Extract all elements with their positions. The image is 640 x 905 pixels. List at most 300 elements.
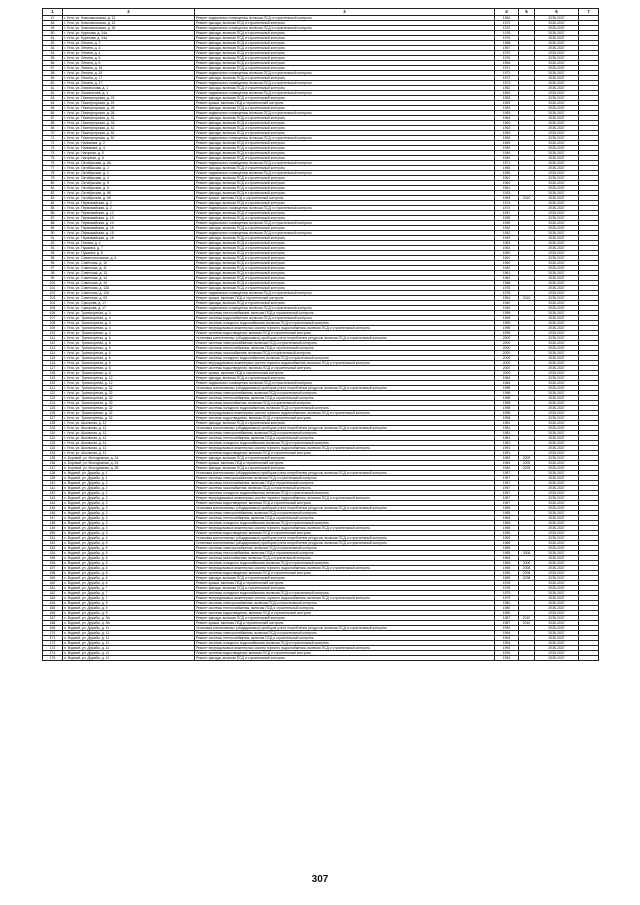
address-cell: г. Ухта, ул. Октябрьская, д. 6б — [63, 191, 195, 196]
year-built-cell: 1953 — [495, 101, 519, 106]
planned-period-cell: 2035-2037 — [535, 201, 579, 206]
year-built-cell: 1965 — [495, 551, 519, 556]
address-cell: п. Водный, ул. Дружбы, д. 2 — [63, 501, 195, 506]
planned-period-cell: 2035-2037 — [535, 306, 579, 311]
planned-period-cell: 2035-2037 — [535, 261, 579, 266]
row-number-cell: 81 — [43, 186, 63, 191]
planned-period-cell: 2035-2037 — [535, 381, 579, 386]
work-description-cell: Ремонт системы электроснабжения, включая ПСД и строительный контроль — [195, 391, 495, 396]
work-description-cell: Ремонт фасада, включая ПСД и строительный контроль — [195, 116, 495, 121]
work-description-cell: Ремонт системы электроснабжения, включая ПСД и строительный контроль — [195, 431, 495, 436]
year-built-cell: 1964 — [495, 116, 519, 121]
year-built-cell: 1954 — [495, 61, 519, 66]
row-number-cell: 121 — [43, 386, 63, 391]
address-cell: г. Ухта, ул. Советская, д. 93 — [63, 296, 195, 301]
planned-period-cell: 2035-2037 — [535, 101, 579, 106]
planned-period-cell: 2035-2037 — [535, 601, 579, 606]
planned-period-cell: 2035-2037 — [535, 126, 579, 131]
planned-period-cell: 2035-2037 — [535, 566, 579, 571]
year-built-cell: 1952 — [495, 226, 519, 231]
planned-period-cell: 2035-2037 — [535, 76, 579, 81]
address-cell: г. Ухта, ул. Школьная, д. 12 — [63, 451, 195, 456]
planned-period-cell: 2035-2037 — [535, 131, 579, 136]
work-description-cell: Ремонт фасада, включая ПСД и строительный контроль — [195, 586, 495, 591]
planned-period-cell: 2035-2037 — [535, 216, 579, 221]
address-cell: г. Ухта, ул. Школьная, д. 12 — [63, 421, 195, 426]
year-built-cell: 1991 — [495, 451, 519, 456]
planned-period-cell: 2035-2037 — [535, 446, 579, 451]
planned-period-cell: 2035-2037 — [535, 481, 579, 486]
address-cell: г. Ухта, ул. Транспортная, д. 6 — [63, 346, 195, 351]
work-description-cell: Ремонт системы теплоснабжения, включая ПСД и строительный контроль — [195, 311, 495, 316]
year-built-cell: 1965 — [495, 526, 519, 531]
work-description-cell: Ремонт фасада, включая ПСД и строительный контроль — [195, 236, 495, 241]
year-built-cell: 1972 — [495, 81, 519, 86]
row-number-cell: 57 — [43, 66, 63, 71]
last-repair-year-cell: 2008 — [519, 566, 535, 571]
year-built-cell: 1939 — [495, 216, 519, 221]
address-cell: г. Ухта, ул. Первомайская, д. 16 — [63, 236, 195, 241]
year-built-cell: 1979 — [495, 596, 519, 601]
row-number-cell: 100 — [43, 281, 63, 286]
row-number-cell: 61 — [43, 86, 63, 91]
year-built-cell: 2000 — [495, 341, 519, 346]
year-built-cell: 1974 — [495, 201, 519, 206]
address-cell: п. Водный, ул. Дружбы, д. 11 — [63, 656, 195, 661]
row-number-cell: 51 — [43, 36, 63, 41]
work-description-cell: Ремонт фасада, включая ПСД и строительный контроль — [195, 126, 495, 131]
planned-period-cell: 2035-2037 — [535, 36, 579, 41]
year-built-cell: 1979 — [495, 591, 519, 596]
row-number-cell: 166 — [43, 611, 63, 616]
row-number-cell: 99 — [43, 276, 63, 281]
address-cell: г. Ухта, ул. Транспортная, д. 4 — [63, 316, 195, 321]
work-description-cell: Ремонт системы электроснабжения, включая ПСД и строительный контроль — [195, 601, 495, 606]
year-built-cell: 1953 — [495, 196, 519, 201]
work-description-cell: Ремонт фасада, включая ПСД и строительный контроль — [195, 191, 495, 196]
year-built-cell: 1965 — [495, 556, 519, 561]
address-cell: г. Ухта, ул. Октябрьская, д. 4 — [63, 176, 195, 181]
planned-period-cell: 2035-2037 — [535, 311, 579, 316]
work-description-cell: Ремонт подвального помещения, включая ПСД и строительный контроль — [195, 306, 495, 311]
work-description-cell: Ремонт фасада, включая ПСД и строительный контроль — [195, 66, 495, 71]
address-cell: п. Водный, ул. Дружбы, д. 5 — [63, 551, 195, 556]
row-number-cell: 173 — [43, 646, 63, 651]
year-built-cell: 1949 — [495, 236, 519, 241]
row-number-cell: 90 — [43, 231, 63, 236]
work-description-cell: Ремонт системы водоотведения, включая ПСД и строительный контроль — [195, 331, 495, 336]
row-number-cell: 64 — [43, 101, 63, 106]
planned-period-cell: 2035-2037 — [535, 31, 579, 36]
year-built-cell: 1995 — [495, 326, 519, 331]
address-cell: г. Ухта, ул. Школьная, д. 12 — [63, 441, 195, 446]
planned-period-cell: 2035-2037 — [535, 236, 579, 241]
row-number-cell: 149 — [43, 526, 63, 531]
address-cell: г. Ухта, ул. Советская, д. 11 — [63, 266, 195, 271]
year-built-cell: 1957 — [495, 491, 519, 496]
year-built-cell: 1953 — [495, 126, 519, 131]
row-number-cell: 129 — [43, 426, 63, 431]
year-built-cell: 1960 — [495, 121, 519, 126]
address-cell: г. Ухта, ул. Октябрьская, д. 8А — [63, 161, 195, 166]
work-description-cell: Ремонт крыши, включая ПСД и строительный контроль — [195, 461, 495, 466]
address-cell: г. Ухта, ул. Ломоносова, д. 1 — [63, 91, 195, 96]
row-number-cell: 72 — [43, 141, 63, 146]
row-number-cell: 152 — [43, 541, 63, 546]
year-built-cell: 1978 — [495, 291, 519, 296]
work-description-cell: Ремонт фасада, включая ПСД и строительный контроль — [195, 246, 495, 251]
row-number-cell: 164 — [43, 601, 63, 606]
planned-period-cell: 2035-2037 — [535, 496, 579, 501]
row-number-cell: 146 — [43, 511, 63, 516]
year-built-cell: 1978 — [495, 581, 519, 586]
last-repair-year-cell: 2008 — [519, 561, 535, 566]
row-number-cell: 175 — [43, 656, 63, 661]
year-built-cell: 1965 — [495, 531, 519, 536]
year-built-cell: 1933 — [495, 191, 519, 196]
planned-period-cell: 2035-2037 — [535, 171, 579, 176]
work-description-cell: Ремонт системы электроснабжения, включая ПСД и строительный контроль — [195, 546, 495, 551]
address-cell: г. Ухта, ул. Нагорная, д. 6 — [63, 156, 195, 161]
work-description-cell: Ремонт фасада, включая ПСД и строительный контроль — [195, 56, 495, 61]
year-built-cell: 1960 — [495, 251, 519, 256]
work-description-cell: Ремонт системы газоснабжения, включая ПСД и строительный контроль — [195, 401, 495, 406]
row-number-cell: 114 — [43, 351, 63, 356]
work-description-cell: Ремонт системы теплоснабжения, включая ПСД и строительный контроль — [195, 346, 495, 351]
work-description-cell: Ремонт внутридомовых инженерных систем горячего водоснабжения, включая ПСД и строительный контроль — [195, 496, 495, 501]
work-description-cell: Ремонт фасада, включая ПСД и строительный контроль — [195, 226, 495, 231]
year-built-cell: 1994 — [495, 656, 519, 661]
row-number-cell: 163 — [43, 596, 63, 601]
year-built-cell: 2000 — [495, 351, 519, 356]
address-cell: п. Водный, ул. Дружбы, д. 7 — [63, 591, 195, 596]
row-number-cell: 48 — [43, 21, 63, 26]
year-built-cell: 1998 — [495, 416, 519, 421]
year-built-cell: 1965 — [495, 506, 519, 511]
address-cell: г. Ухта, ул. Транспортная, д. 32 — [63, 416, 195, 421]
address-cell: г. Ухта, ул. Транспортная, д. 4 — [63, 311, 195, 316]
planned-period-cell: 2035-2037 — [535, 366, 579, 371]
work-description-cell: Ремонт подвального помещения, включая ПСД и строительный контроль — [195, 291, 495, 296]
address-cell: г. Ухта, ул. Куратова, д. 24а — [63, 36, 195, 41]
work-description-cell: Ремонт подвального помещения, включая ПСД и строительный контроль — [195, 91, 495, 96]
work-description-cell: Ремонт внутридомовых инженерных систем горячего водоснабжения, включая ПСД и строительный контроль — [195, 446, 495, 451]
planned-period-cell: 2035-2037 — [535, 281, 579, 286]
row-number-cell: 168 — [43, 621, 63, 626]
planned-period-cell: 2035-2037 — [535, 301, 579, 306]
year-built-cell: 1987 — [495, 621, 519, 626]
planned-period-cell: 2035-2037 — [535, 111, 579, 116]
row-number-cell: 153 — [43, 546, 63, 551]
last-repair-year-cell — [519, 656, 535, 661]
header-cell: 7 — [579, 9, 599, 16]
work-description-cell: Ремонт подвального помещения, включая ПСД и строительный контроль — [195, 81, 495, 86]
planned-period-cell: 2035-2037 — [535, 286, 579, 291]
address-cell: г. Ухта, ул. Транспортная, д. 32 — [63, 391, 195, 396]
work-description-cell: Ремонт системы теплоснабжения, включая ПСД и строительный контроль — [195, 636, 495, 641]
address-cell: г. Ухта, ул. Школьная, д. 12 — [63, 446, 195, 451]
row-number-cell: 85 — [43, 206, 63, 211]
address-cell: п. Водный, ул. Дружбы, д. 11 — [63, 646, 195, 651]
work-description-cell: Ремонт фасада, включая ПСД и строительный контроль — [195, 241, 495, 246]
address-cell: г. Ухта, ул. Транспортная, д. 6 — [63, 361, 195, 366]
year-built-cell: 1980 — [495, 606, 519, 611]
row-number-cell: 132 — [43, 441, 63, 446]
year-built-cell: 1949 — [495, 146, 519, 151]
row-number-cell: 141 — [43, 486, 63, 491]
address-cell: г. Ухта, ул. Первомайская, д. 13 — [63, 216, 195, 221]
planned-period-cell: 2035-2037 — [535, 331, 579, 336]
planned-period-cell: 2035-2037 — [535, 536, 579, 541]
row-number-cell: 105 — [43, 306, 63, 311]
work-description-cell: Ремонт системы электроснабжения, включая ПСД и строительный контроль — [195, 476, 495, 481]
row-number-cell: 77 — [43, 166, 63, 171]
address-cell: г. Ухта, ул. Ленина, д. 4 — [63, 51, 195, 56]
planned-period-cell: 2035-2037 — [535, 256, 579, 261]
address-cell: г. Ухта, ул. Пушкина, д. 7 — [63, 246, 195, 251]
work-description-cell: Ремонт системы теплоснабжения, включая ПСД и строительный контроль — [195, 396, 495, 401]
year-built-cell: 1962 — [495, 91, 519, 96]
address-cell: г. Ухта, ул. Советская, д. 12А — [63, 286, 195, 291]
address-cell: п. Водный, ул. Дружбы, д. 2 — [63, 481, 195, 486]
planned-period-cell: 2035-2037 — [535, 576, 579, 581]
year-built-cell: 1994 — [495, 651, 519, 656]
work-description-cell: Ремонт фасада, включая ПСД и строительный контроль — [195, 156, 495, 161]
address-cell: г. Ухта, ул. Пионергорская, д. 24 — [63, 101, 195, 106]
work-description-cell: Ремонт фасада, включая ПСД и строительный контроль — [195, 286, 495, 291]
work-description-cell: Ремонт системы водоснабжения, включая ПСД и строительный контроль — [195, 316, 495, 321]
row-number-cell: 154 — [43, 551, 63, 556]
work-description-cell: Ремонт системы холодного водоснабжения, включая ПСД и строительный контроль — [195, 356, 495, 361]
row-number-cell: 65 — [43, 106, 63, 111]
row-number-cell: 55 — [43, 56, 63, 61]
last-repair-year-cell: 2009 — [519, 466, 535, 471]
year-built-cell: 1991 — [495, 446, 519, 451]
row-number-cell: 53 — [43, 46, 63, 51]
address-cell: г. Ухта, ул. Транспортная, д. 4 — [63, 326, 195, 331]
planned-period-cell: 2035-2037 — [535, 651, 579, 656]
work-description-cell: Установка коллективных (общедомовых) приборов учета потребления ресурсов, включая ПСД и строительный контроль — [195, 471, 495, 476]
work-description-cell: Ремонт фасада, включая ПСД и строительный контроль — [195, 96, 495, 101]
planned-period-cell: 2035-2037 — [535, 621, 579, 626]
address-cell: п. Водный, ул. Дружбы, д. 2 — [63, 491, 195, 496]
planned-period-cell: 2035-2037 — [535, 141, 579, 146]
planned-period-cell: 2035-2037 — [535, 411, 579, 416]
year-built-cell: 1972 — [495, 21, 519, 26]
row-number-cell: 171 — [43, 636, 63, 641]
row-number-cell: 73 — [43, 146, 63, 151]
address-cell: г. Ухта, ул. Транспортная, д. 12 — [63, 376, 195, 381]
work-description-cell: Ремонт фасада, включая ПСД и строительный контроль — [195, 201, 495, 206]
work-description-cell: Ремонт крыши, включая ПСД и строительный контроль — [195, 101, 495, 106]
year-built-cell: 1949 — [495, 151, 519, 156]
planned-period-cell: 2035-2037 — [535, 656, 579, 661]
row-number-cell: 49 — [43, 26, 63, 31]
header-cell: 5 — [519, 9, 535, 16]
row-number-cell: 109 — [43, 326, 63, 331]
row-number-cell: 174 — [43, 651, 63, 656]
year-built-cell: 1971 — [495, 66, 519, 71]
work-description-cell: Ремонт внутридомовых инженерных систем горячего водоснабжения, включая ПСД и строительный контроль — [195, 566, 495, 571]
row-number-cell: 52 — [43, 41, 63, 46]
year-built-cell: 1984 — [495, 376, 519, 381]
address-cell: г. Ухта, ул. Ломоносова, д. 1 — [63, 86, 195, 91]
row-number-cell: 91 — [43, 236, 63, 241]
last-repair-year-cell: 2010 — [519, 616, 535, 621]
planned-period-cell: 2035-2037 — [535, 491, 579, 496]
year-built-cell: 1964 — [495, 246, 519, 251]
address-cell: г. Ухта, ул. Комсомольская, д. 12 — [63, 21, 195, 26]
row-number-cell: 123 — [43, 396, 63, 401]
year-built-cell: 2000 — [495, 336, 519, 341]
row-number-cell: 106 — [43, 311, 63, 316]
planned-period-cell: 2035-2037 — [535, 591, 579, 596]
work-description-cell: Ремонт крыши, включая ПСД и строительный контроль — [195, 296, 495, 301]
row-number-cell: 80 — [43, 181, 63, 186]
address-cell: г. Ухта, ул. Октябрьская, д. 5 — [63, 181, 195, 186]
year-built-cell: 1953 — [495, 136, 519, 141]
address-cell: п. Водный, ул. Дружбы, д. 3 — [63, 521, 195, 526]
row-number-cell: 120 — [43, 381, 63, 386]
row-number-cell: 93 — [43, 246, 63, 251]
planned-period-cell: 2035-2037 — [535, 91, 579, 96]
row-number-cell: 107 — [43, 316, 63, 321]
row-number-cell: 102 — [43, 291, 63, 296]
work-description-cell: Ремонт системы холодного водоснабжения, включая ПСД и строительный контроль — [195, 321, 495, 326]
address-cell: г. Ухта, ул. Транспортная, д. 32 — [63, 411, 195, 416]
planned-period-cell: 2035-2037 — [535, 571, 579, 576]
address-cell: г. Ухта, ул. Первомайская, д. 12 — [63, 211, 195, 216]
address-cell: п. Водный, ул. Дружбы, д. 5 — [63, 556, 195, 561]
address-cell: г. Ухта, ул. Суворова, д. 17 — [63, 301, 195, 306]
year-built-cell: 1967 — [495, 46, 519, 51]
work-description-cell: Ремонт фасада, включая ПСД и строительный контроль — [195, 211, 495, 216]
planned-period-cell: 2035-2037 — [535, 546, 579, 551]
year-built-cell: 1957 — [495, 471, 519, 476]
year-built-cell: 2000 — [495, 356, 519, 361]
work-description-cell: Ремонт фасада, включая ПСД и строительный контроль — [195, 76, 495, 81]
address-cell: г. Ухта, ул. Севастопольская, д. 6 — [63, 256, 195, 261]
row-number-cell: 136 — [43, 461, 63, 466]
work-description-cell: Ремонт подвального помещения, включая ПСД и строительный контроль — [195, 26, 495, 31]
last-repair-year-cell: 2010 — [519, 296, 535, 301]
address-cell: г. Ухта, ул. Попова, д. 4 — [63, 241, 195, 246]
address-cell: п. Водный, ул. Дружбы, д. 1 — [63, 471, 195, 476]
address-cell: п. Водный, ул. Дружбы, д. 3 — [63, 511, 195, 516]
work-description-cell: Ремонт подвального помещения, включая ПСД и строительный контроль — [195, 221, 495, 226]
planned-period-cell: 2035-2037 — [535, 426, 579, 431]
address-cell: г. Ухта, ул. Первомайская, д. 2 — [63, 201, 195, 206]
work-description-cell: Ремонт фасада, включая ПСД и строительный контроль — [195, 51, 495, 56]
address-cell: п. Водный, ул. Дружбы, д. 9 — [63, 601, 195, 606]
planned-period-cell: 2035-2037 — [535, 531, 579, 536]
year-built-cell: 1952 — [495, 231, 519, 236]
planned-period-cell: 2035-2037 — [535, 81, 579, 86]
work-description-cell: Установка коллективных (общедомовых) приборов учета потребления ресурсов, включая ПСД и строительный контроль — [195, 426, 495, 431]
address-cell: г. Ухта, ул. Пионергорская, д. 31 — [63, 116, 195, 121]
work-description-cell: Ремонт фасада, включая ПСД и строительный контроль — [195, 276, 495, 281]
work-description-cell: Ремонт подвального помещения, включая ПСД и строительный контроль — [195, 161, 495, 166]
row-number-cell: 94 — [43, 251, 63, 256]
year-built-cell: 1953 — [495, 131, 519, 136]
work-description-cell: Ремонт фасада, включая ПСД и строительный контроль — [195, 46, 495, 51]
planned-period-cell: 2035-2037 — [535, 636, 579, 641]
work-description-cell: Ремонт фасада, включая ПСД и строительный контроль — [195, 106, 495, 111]
planned-period-cell: 2035-2037 — [535, 511, 579, 516]
planned-period-cell: 2035-2037 — [535, 556, 579, 561]
address-cell: г. Ухта, ул. Суворова, д. 17 — [63, 306, 195, 311]
row-number-cell: 156 — [43, 561, 63, 566]
planned-period-cell: 2035-2037 — [535, 606, 579, 611]
year-built-cell: 1980 — [495, 601, 519, 606]
year-built-cell: 1976 — [495, 31, 519, 36]
year-built-cell: 1972 — [495, 76, 519, 81]
work-description-cell: Ремонт фасада, включая ПСД и строительный контроль — [195, 656, 495, 661]
work-description-cell: Ремонт подвального помещения, включая ПСД и строительный контроль — [195, 171, 495, 176]
planned-period-cell: 2035-2037 — [535, 501, 579, 506]
row-number-cell: 67 — [43, 116, 63, 121]
row-number-cell: 76 — [43, 161, 63, 166]
planned-period-cell: 2035-2037 — [535, 86, 579, 91]
planned-period-cell: 2035-2037 — [535, 166, 579, 171]
row-number-cell: 170 — [43, 631, 63, 636]
planned-period-cell: 2035-2037 — [535, 181, 579, 186]
address-cell: п. Водный, ул. Дружбы, д. 4 — [63, 536, 195, 541]
work-description-cell: Ремонт фасада, включая ПСД и строительный контроль — [195, 41, 495, 46]
planned-period-cell: 2035-2037 — [535, 451, 579, 456]
address-cell: п. Водный, ул. Дружбы, д. 6 — [63, 581, 195, 586]
address-cell: г. Ухта, ул. Октябрьская, д. 2 — [63, 171, 195, 176]
planned-period-cell: 2035-2037 — [535, 401, 579, 406]
last-repair-year-cell: 2010 — [519, 621, 535, 626]
address-cell: г. Ухта, ул. Налимова, д. 4 — [63, 146, 195, 151]
work-description-cell: Ремонт фасада, включая ПСД и строительный контроль — [195, 186, 495, 191]
work-description-cell: Ремонт фасада, включая ПСД и строительный контроль — [195, 421, 495, 426]
row-number-cell: 74 — [43, 151, 63, 156]
work-description-cell: Ремонт системы теплоснабжения, включая ПСД и строительный контроль — [195, 481, 495, 486]
work-description-cell: Ремонт системы холодного водоснабжения, включая ПСД и строительный контроль — [195, 491, 495, 496]
row-number-cell: 54 — [43, 51, 63, 56]
planned-period-cell: 2035-2037 — [535, 116, 579, 121]
planned-period-cell: 2035-2037 — [535, 391, 579, 396]
planned-period-cell: 2035-2037 — [535, 646, 579, 651]
planned-period-cell: 2035-2037 — [535, 641, 579, 646]
work-description-cell: Ремонт системы электроснабжения, включая ПСД и строительный контроль — [195, 341, 495, 346]
header-cell: 2 — [63, 9, 195, 16]
row-number-cell: 66 — [43, 111, 63, 116]
planned-period-cell: 2035-2037 — [535, 191, 579, 196]
row-number-cell: 150 — [43, 531, 63, 536]
header-cell: 1 — [43, 9, 63, 16]
row-number-cell: 79 — [43, 176, 63, 181]
work-description-cell: Ремонт подвального помещения, включая ПСД и строительный контроль — [195, 16, 495, 21]
row-number-cell: 148 — [43, 521, 63, 526]
year-built-cell: 1970 — [495, 56, 519, 61]
work-description-cell: Ремонт системы теплоснабжения, включая ПСД и строительный контроль — [195, 436, 495, 441]
planned-period-cell: 2035-2037 — [535, 96, 579, 101]
work-description-cell: Ремонт фасада, включая ПСД и строительный контроль — [195, 261, 495, 266]
address-cell: п. Водный, ул. Дружбы, д. 11 — [63, 626, 195, 631]
row-number-cell: 145 — [43, 506, 63, 511]
work-description-cell: Ремонт системы электроснабжения, включая ПСД и строительный контроль — [195, 511, 495, 516]
address-cell: г. Ухта, ул. Нагорная, д. 5 — [63, 151, 195, 156]
work-description-cell: Ремонт фасада, включая ПСД и строительный контроль — [195, 121, 495, 126]
last-repair-year-cell: 2010 — [519, 196, 535, 201]
work-description-cell: Ремонт фасада, включая ПСД и строительный контроль — [195, 21, 495, 26]
work-description-cell: Ремонт системы холодного водоснабжения, включая ПСД и строительный контроль — [195, 591, 495, 596]
row-number-cell: 124 — [43, 401, 63, 406]
row-number-cell: 160 — [43, 581, 63, 586]
